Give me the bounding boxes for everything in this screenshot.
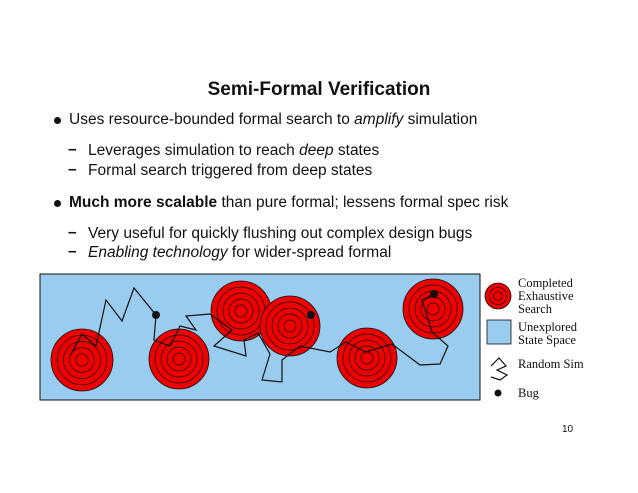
slide-title: Semi-Formal Verification [207, 79, 431, 100]
legend-random-sim-label: Random Sim [518, 357, 584, 371]
sub-dash-1a: – [68, 141, 77, 158]
text-run: Much more scalable [69, 194, 218, 211]
legend-unexplored-swatch [487, 320, 511, 344]
legend-bug-dot [495, 390, 502, 397]
search-region-2 [149, 329, 209, 389]
text-run: Uses resource-bounded formal search to [69, 111, 355, 128]
page-number: 10 [562, 424, 574, 435]
text-run: than pure formal; lessens formal spec risk [217, 194, 509, 211]
text-run: for wider-spread formal [227, 244, 392, 261]
sub-dash-2b: – [68, 243, 77, 260]
legend-completed-label: Completed Exhaustive Search [518, 276, 574, 316]
sub-dash-2a: – [68, 224, 77, 241]
legend-completed-search-icon [485, 283, 511, 309]
text-run: amplify [354, 111, 404, 128]
text-run: Formal search triggered from deep states [88, 162, 373, 179]
bug-dot-3 [430, 290, 438, 298]
random-sim-icon [491, 358, 507, 380]
sub-dash-1b: – [68, 161, 77, 178]
text-run: states [333, 142, 380, 159]
text-run: Enabling technology [88, 244, 228, 261]
search-region-4 [260, 296, 320, 356]
text-run: Leverages simulation to reach [88, 142, 300, 159]
text-run: Very useful for quickly flushing out complex design bugs [88, 225, 473, 242]
bug-dot-2 [307, 311, 315, 319]
search-region-6 [403, 279, 463, 339]
legend-unexplored-label: Unexplored State Space [518, 320, 578, 347]
text-run: simulation [403, 111, 478, 128]
bug-dot-1 [152, 311, 160, 319]
search-region-1 [51, 329, 113, 391]
text-run: deep [299, 142, 334, 159]
legend-bug-label: Bug [518, 386, 539, 400]
search-region-5 [337, 328, 397, 388]
